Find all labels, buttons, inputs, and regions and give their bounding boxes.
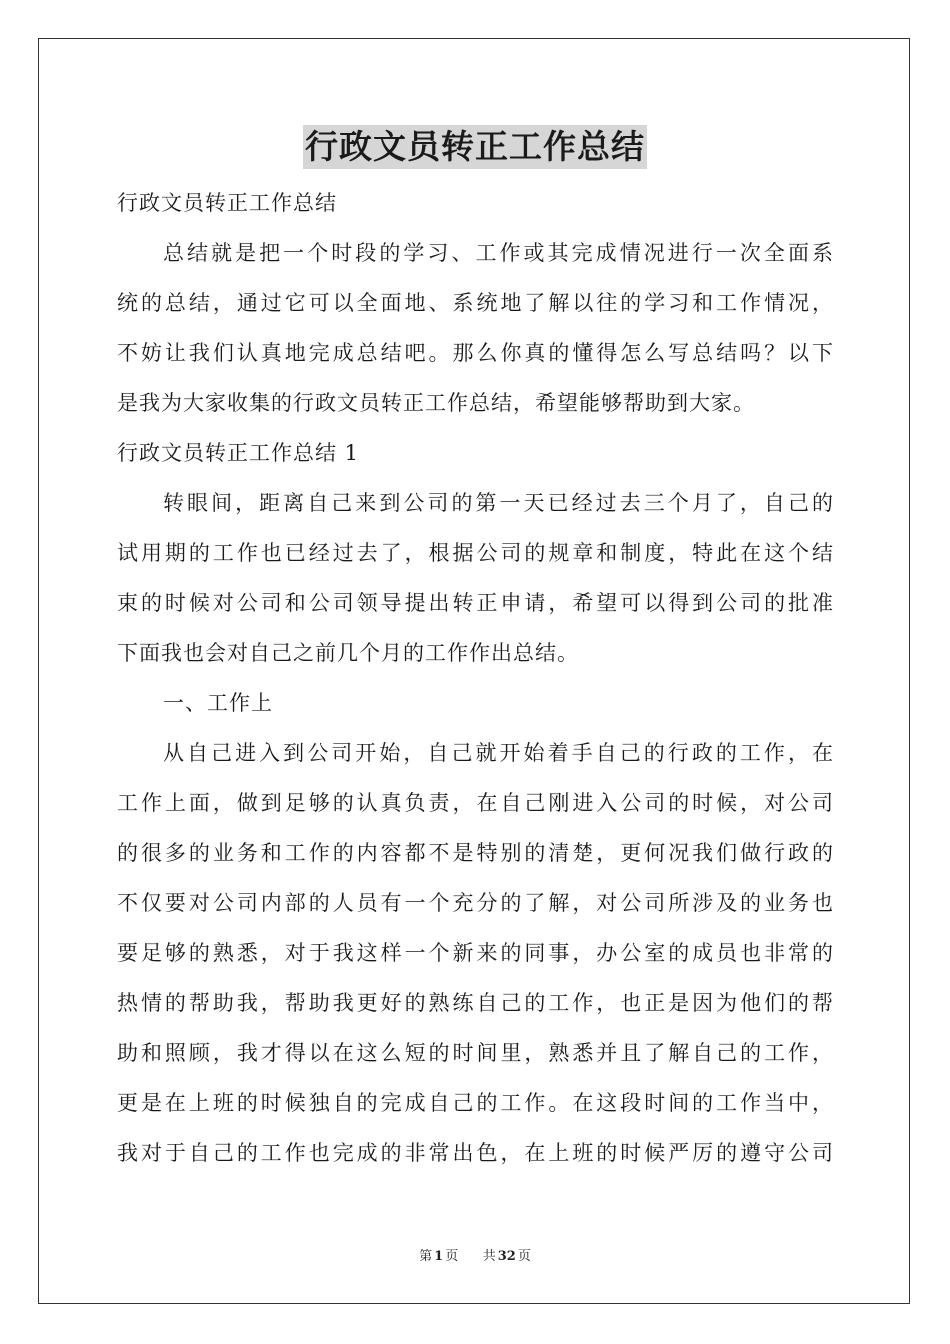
title-container	[0, 125, 950, 169]
total-suffix: 页	[517, 1249, 531, 1264]
total-prefix: 共	[482, 1249, 496, 1264]
page-suffix: 页	[445, 1249, 459, 1264]
document-body	[117, 178, 833, 1178]
text-line: 从自己进入到公司开始，自己就开始着手自己的行政的工作，在	[163, 741, 833, 765]
page-number: 1	[434, 1249, 444, 1264]
text-line: 束的时候对公司和公司领导提出转正申请，希望可以得到公司的批准	[117, 591, 833, 615]
text-line: 要足够的熟悉，对于我这样一个新来的同事，办公室的成员也非常的	[117, 941, 833, 965]
text-line: 行政文员转正工作总结	[117, 191, 337, 215]
text-line: 我对于自己的工作也完成的非常出色，在上班的时候严厉的遵守公司	[117, 1141, 833, 1165]
text-line: 转眼间，距离自己来到公司的第一天已经过去三个月了，自己的	[163, 491, 833, 515]
total-pages-indicator	[481, 1249, 533, 1264]
document-title: 行政文员转正工作总结	[303, 125, 647, 169]
text-line: 总结就是把一个时段的学习、工作或其完成情况进行一次全面系	[163, 241, 833, 265]
text-line: 是我为大家收集的行政文员转正工作总结，希望能够帮助到大家。	[117, 391, 755, 415]
text-line: 的很多的业务和工作的内容都不是特别的清楚，更何况我们做行政的	[117, 841, 833, 865]
text-line: 不妨让我们认真地完成总结吧。那么你真的懂得怎么写总结吗？以下	[117, 341, 833, 365]
text-line: 热情的帮助我，帮助我更好的熟练自己的工作，也正是因为他们的帮	[117, 991, 833, 1015]
text-line: 更是在上班的时候独自的完成自己的工作。在这段时间的工作当中，	[117, 1091, 833, 1115]
text-line: 工作上面，做到足够的认真负责，在自己刚进入公司的时候，对公司	[117, 791, 833, 815]
text-line: 试用期的工作也已经过去了，根据公司的规章和制度，特此在这个结	[117, 541, 833, 565]
page-footer	[0, 1245, 950, 1264]
text-line: 行政文员转正工作总结 1	[117, 441, 360, 465]
page-prefix: 第	[419, 1249, 433, 1264]
page-indicator	[417, 1249, 460, 1264]
text-line: 一、工作上	[163, 691, 273, 715]
total-pages: 32	[497, 1249, 516, 1264]
text-line: 不仅要对公司内部的人员有一个充分的了解，对公司所涉及的业务也	[117, 891, 833, 915]
text-line: 助和照顾，我才得以在这么短的时间里，熟悉并且了解自己的工作，	[117, 1041, 833, 1065]
text-line: 下面我也会对自己之前几个月的工作作出总结。	[117, 641, 579, 665]
text-line: 统的总结，通过它可以全面地、系统地了解以往的学习和工作情况，	[117, 291, 833, 315]
